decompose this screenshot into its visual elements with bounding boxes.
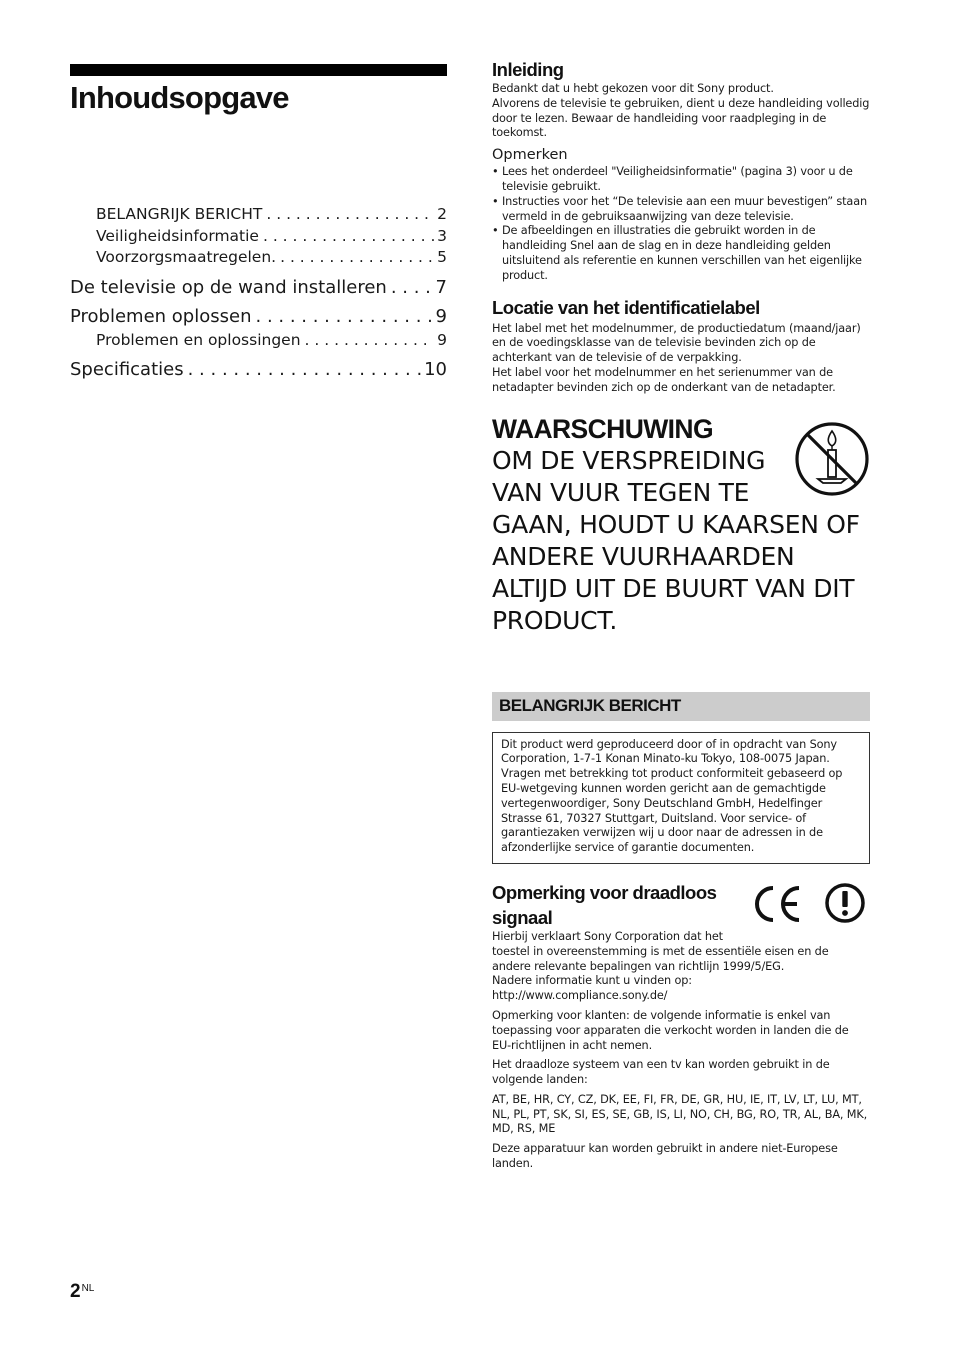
toc-entry-page: 5 (437, 248, 447, 266)
toc-entry-label: Problemen en oplossingen (96, 330, 301, 349)
label-text: Het label met het modelnummer, de productiedatum (maand/jaar) en de voedingsklasse van de televisie bevinden zich op de achterkant van de televisie of de verpakking. (492, 321, 861, 365)
toc-entry-label: Voorzorgsmaatregelen. (96, 248, 277, 266)
toc-entry[interactable] (70, 247, 447, 269)
notes-list (492, 165, 870, 283)
toc-entry[interactable] (70, 330, 447, 352)
notice-heading: BELANGRIJK BERICHT (492, 692, 870, 721)
toc-entry[interactable] (70, 204, 447, 226)
fire-warning (492, 414, 870, 637)
toc-entry[interactable] (70, 304, 447, 330)
intro-title: Inleiding (492, 59, 564, 80)
right-column (492, 58, 870, 1172)
declaration-text (492, 930, 870, 974)
page-number (70, 1281, 94, 1303)
warning-line: VAN VUUR TEGEN TE (492, 477, 750, 507)
toc-entry[interactable] (70, 275, 447, 301)
label-title: Locatie van het identificatielabel (492, 296, 760, 318)
customer-note: Opmerking voor klanten: de volgende informatie is enkel van toepassing voor apparaten die verkocht worden in landen die de EU-richtlijnen in acht nemen. (492, 1008, 849, 1052)
notice-box (492, 732, 870, 864)
info-line: Nadere informatie kunt u vinden op: (492, 974, 692, 988)
toc-entry-page: 9 (437, 330, 447, 349)
wireless-system-text: Het draadloze systeem van een tv kan worden gebruikt in de volgende landen: (492, 1058, 830, 1087)
intro-section (492, 58, 870, 284)
compliance-url[interactable]: http://www.compliance.sony.de/ (492, 989, 668, 1003)
notice-text: Dit product werd geproduceerd door of in opdracht van Sony Corporation, 1-7-1 Konan Minato-ku Tokyo, 108-0075 Japan. Vragen met betrekking tot product conformiteit gebaseerd op EU-wetgeving kunnen worden gericht aan de gemachtigde vertegenwoordiger, Sony Deutschland GmbH, Hedelfinger Strasse 61, 70327 Stuttgart, Duitsland. Voor service- of garantiezaken verwijzen wij u door naar de adressen in de afzonderlijke service of garantie documenten. (501, 737, 843, 855)
wireless-title: Opmerking voor draadloos signaal (492, 881, 717, 928)
toc-entry-page: 10 (424, 359, 447, 380)
intro-read-manual: Alvorens de televisie te gebruiken, dient u deze handleiding volledig door te lezen. Bewaar de handleiding voor raadpleging in de toekomst. (492, 96, 870, 140)
wireless-section (492, 880, 870, 1172)
label-section (492, 296, 870, 396)
toc-entry-page: 2 (437, 205, 447, 223)
toc-entry[interactable] (70, 226, 447, 248)
no-candle-icon (794, 421, 870, 497)
alert-sign-icon (824, 882, 866, 924)
toc-entry-label: Specificaties (70, 359, 184, 380)
page-language: NL (81, 1283, 95, 1294)
warning-title: WAARSCHUWING (492, 413, 713, 444)
warning-line: OM DE VERSPREIDING (492, 445, 766, 475)
toc-entry-page: 9 (435, 305, 447, 327)
toc-entry-label: De televisie op de wand installeren (70, 276, 387, 298)
toc-entry-page: 3 (437, 226, 447, 245)
declaration-line: toestel in overeenstemming is met de essentiële eisen en de andere relevante bepalingen van richtlijn 1999/5/EG. (492, 944, 829, 973)
ce-mark-icon (749, 884, 805, 924)
note-item: • Instructies voor het “De televisie aan een muur bevestigen” staan vermeld in de gebruiksaanwijzing van deze televisie. (492, 195, 870, 225)
non-eu-note: Deze apparatuur kan worden gebruikt in andere niet-Europese landen. (492, 1142, 838, 1171)
toc-title: Inhoudsopgave (70, 80, 289, 115)
note-item: • Lees het onderdeel "Veiligheidsinformatie" (pagina 3) voor u de televisie gebruikt. (492, 165, 870, 195)
country-list: AT, BE, HR, CY, CZ, DK, EE, FI, FR, DE, GR, HU, IE, IT, LV, LT, LU, MT, NL, PL, PT, SK, SI, ES, SE, GB, IS, LI, NO, CH, BG, RO, TR, AL, BA, MK, MD, RS, ME (492, 1092, 868, 1136)
intro-thanks: Bedankt dat u hebt gekozen voor dit Sony product. (492, 82, 774, 95)
toc-entry-label: Problemen oplossen (70, 305, 252, 327)
page-number-value: 2 (70, 1281, 81, 1302)
toc-title-bar (70, 64, 447, 76)
table-of-contents (70, 204, 447, 383)
toc-entry-page: 7 (435, 276, 447, 298)
notes-title: Opmerken (492, 147, 568, 164)
toc-entry-label: BELANGRIJK BERICHT (96, 205, 263, 223)
note-item: • De afbeeldingen en illustraties die gebruikt worden in de handleiding Snel aan de slag en in deze handleiding gelden uitsluitend als referentie en kunnen verschillen van het eigenlijke product. (492, 224, 870, 283)
warning-line: GAAN, HOUDT U KAARSEN OF ANDERE VUURHAARDEN ALTIJD UIT DE BUURT VAN DIT PRODUCT. (492, 509, 860, 635)
declaration-line: Hierbij verklaart Sony Corporation dat het (492, 929, 723, 943)
label-text: Het label voor het modelnummer en het serienummer van de netadapter bevinden zich op de onderkant van de netadapter. (492, 365, 836, 394)
toc-entry-label: Veiligheidsinformatie (96, 226, 259, 245)
toc-entry[interactable] (70, 357, 447, 383)
